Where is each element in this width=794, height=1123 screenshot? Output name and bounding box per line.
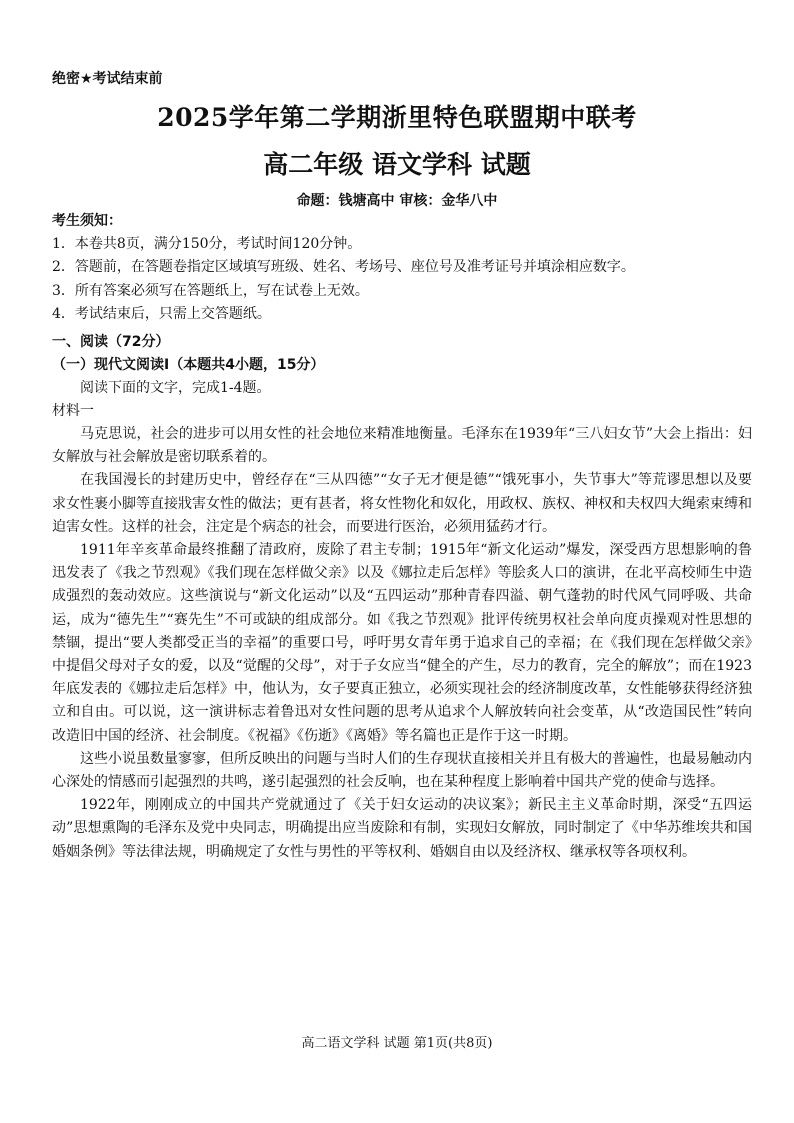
material-label: 材料一 xyxy=(52,403,94,419)
notice-item: 4．考试结束后，只需上交答题纸。 xyxy=(52,305,271,322)
passage-paragraph: 这些小说虽数量寥寥，但所反映出的问题与当时人们的生存现状直接相关并且有极大的普遍性，也最易触动内心深处的情感而引起强烈的共鸣，遂引起强烈的社会反响，也在某种程度上影响着中国共产党的使命与选择。 xyxy=(52,750,752,791)
page-footer: 高二语文学科 试题 第1页(共8页) xyxy=(301,1036,493,1051)
reading-passage xyxy=(52,423,752,864)
passage-paragraph: 1911年辛亥革命最终推翻了清政府，废除了君主专制；1915年“新文化运动”爆发，深受西方思想影响的鲁迅发表了《我之节烈观》《我们现在怎样做父亲》以及《娜拉走后怎样》等脍炙人口的演讲，在北平高校师生中造成强烈的轰动效应。这些演说与“新文化运动”以及“五四运动”那种青春四溢、朝气蓬勃的时代风气同呼吸、共命运，成为“德先生”“赛先生”不可或缺的组成部分。如《我之节烈观》批评传统男权社会单向度贞操观对性思想的禁锢，提出“要人类都受正当的幸福”的重要口号，呼吁男女青年勇于追求自己的幸福；在《我们现在怎样做父亲》中提倡父母对子女的爱，以及“觉醒的父母”，对于子女应当“健全的产生，尽力的教育，完全的解放”；而在1923年底发表的《娜拉走后怎样》中，他认为，女子要真正独立，必须实现社会的经济制度改革，女性能够获得经济独立和自由。可以说，这一演讲标志着鲁迅对女性问题的思考从追求个人解放转向社会变革，从“改造国民性”转向改造旧中国的经济、社会制度。《祝福》《伤逝》《离婚》等名篇也正是作于这一时期。 xyxy=(52,542,752,744)
notice-title: 考生须知： xyxy=(52,213,122,229)
passage-paragraph: 在我国漫长的封建历史中，曾经存在“三从四德”“女子无才便是德”“饿死事小，失节事大”等荒谬思想以及要求女性裹小脚等直接戕害女性的做法；更有甚者，将女性物化和奴化，用政权、族权、神权和夫权四大绳索束缚和迫害女性。这样的社会，注定是个病态的社会，而要进行医治，必须用猛药才行。 xyxy=(52,472,752,535)
passage-paragraph: 马克思说，社会的进步可以用女性的社会地位来精准地衡量。毛泽东在1939年“三八妇女节”大会上指出：妇女解放与社会解放是密切联系着的。 xyxy=(52,426,752,466)
notice-item: 2．答题前，在答题卷指定区域填写班级、姓名、考场号、座位号及准考证号并填涂相应数字。 xyxy=(52,259,635,276)
exam-authors: 命题：钱塘高中 审核：金华八中 xyxy=(296,193,498,209)
subsection-heading: （一）现代文阅读Ⅰ（本题共4小题，15分） xyxy=(52,357,325,373)
section-heading: 一、阅读（72分） xyxy=(52,334,170,350)
notice-list xyxy=(52,233,752,326)
confidential-mark: 绝密★考试结束前 xyxy=(52,71,163,87)
notice-item: 3．所有答案必须写在答题纸上，写在试卷上无效。 xyxy=(52,282,369,299)
exam-subtitle: 高二年级 语文学科 试题 xyxy=(263,150,531,179)
notice-item: 1．本卷共8页，满分150分，考试时间120分钟。 xyxy=(52,236,362,252)
exam-title: 2025学年第二学期浙里特色联盟期中联考 xyxy=(157,103,637,132)
reading-instruction: 阅读下面的文字，完成1-4题。 xyxy=(80,380,271,396)
passage-paragraph: 1922年，刚刚成立的中国共产党就通过了《关于妇女运动的决议案》；新民主主义革命时期，深受“五四运动”思想熏陶的毛泽东及党中央同志，明确提出应当废除和有制，实现妇女解放，同时制定了《中华苏维埃共和国婚姻条例》等法律法规，明确规定了女性与男性的平等权利、婚姻自由以及经济权、继承权等各项权利。 xyxy=(52,797,752,860)
